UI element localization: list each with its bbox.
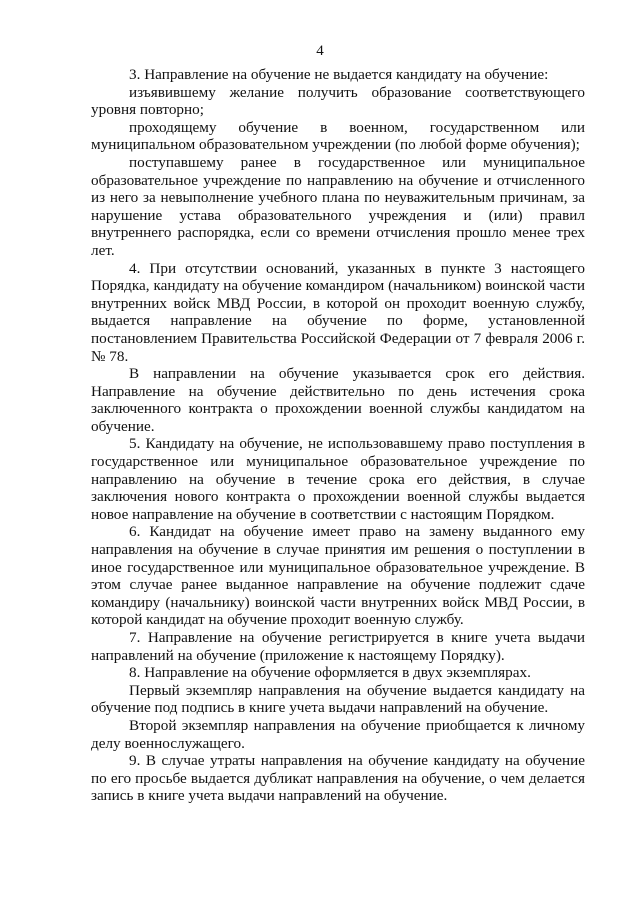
- paragraph-6: 6. Кандидат на обучение имеет право на замену выданного ему направления на обучение в случае принятия им решения о поступлении в иное государственное или муниципальное образовательное учреждение. В этом случае ранее выданное направление на обучение подлежит сдаче командиру (начальнику) воинской части внутренних войск МВД России, в которой кандидат на обучение проходит военную службу.: [91, 523, 585, 629]
- paragraph-3-item-studying: проходящему обучение в военном, государственном или муниципальном образовательном учреждении (по любой форме обучения);: [91, 118, 585, 154]
- paragraph-4-validity: В направлении на обучение указывается срок его действия. Направление на обучение действительно по день истечения срока заключенного контракта о прохождении военной службы кандидатом на обучение.: [91, 365, 585, 435]
- paragraph-3-item-repeat: изъявившему желание получить образование соответствующего уровня повторно;: [91, 83, 585, 119]
- paragraph-7: 7. Направление на обучение регистрируется в книге учета выдачи направлений на обучение (приложение к настоящему Порядку).: [91, 629, 585, 664]
- paragraph-5: 5. Кандидату на обучение, не использовавшему право поступления в государственное или муниципальное образовательное учреждение по направлению на обучение в течение срока его действия, в случае заключения нового контракта о прохождении военной службы выдается новое направление на обучение в соответствии с настоящим Порядком.: [91, 435, 585, 523]
- paragraph-9: 9. В случае утраты направления на обучение кандидату на обучение по его просьбе выдается дубликат направления на обучение, о чем делается запись в книге учета выдачи направлений на обучение.: [91, 752, 585, 805]
- paragraph-8-first-copy: Первый экземпляр направления на обучение выдается кандидату на обучение под подпись в книге учета выдачи направлений на обучение.: [91, 681, 585, 717]
- paragraph-3-item-expelled: поступавшему ранее в государственное или муниципальное образовательное учреждение по направлению на обучение и отчисленного из него за невыполнение учебного плана по неуважительным причинам, за нарушение устава образовательного учреждения и (или) правил внутреннего распорядка, если со времени отчисления прошло менее трех лет.: [91, 153, 585, 259]
- document-body: [91, 66, 585, 805]
- paragraph-8: 8. Направление на обучение оформляется в двух экземплярах.: [129, 664, 531, 682]
- paragraph-4: 4. При отсутствии оснований, указанных в пункте 3 настоящего Порядка, кандидату на обучение командиром (начальником) воинской части внутренних войск МВД России, в которой он проходит военную службу, выдается направление на обучение по форме, установленной постановлением Правительства Российской Федерации от 7 февраля 2006 г. № 78.: [91, 259, 585, 365]
- page-number: 4: [316, 43, 324, 59]
- paragraph-8-second-copy: Второй экземпляр направления на обучение приобщается к личному делу военнослужащего.: [91, 716, 585, 752]
- paragraph-3-intro: 3. Направление на обучение не выдается кандидату на обучение:: [129, 66, 549, 83]
